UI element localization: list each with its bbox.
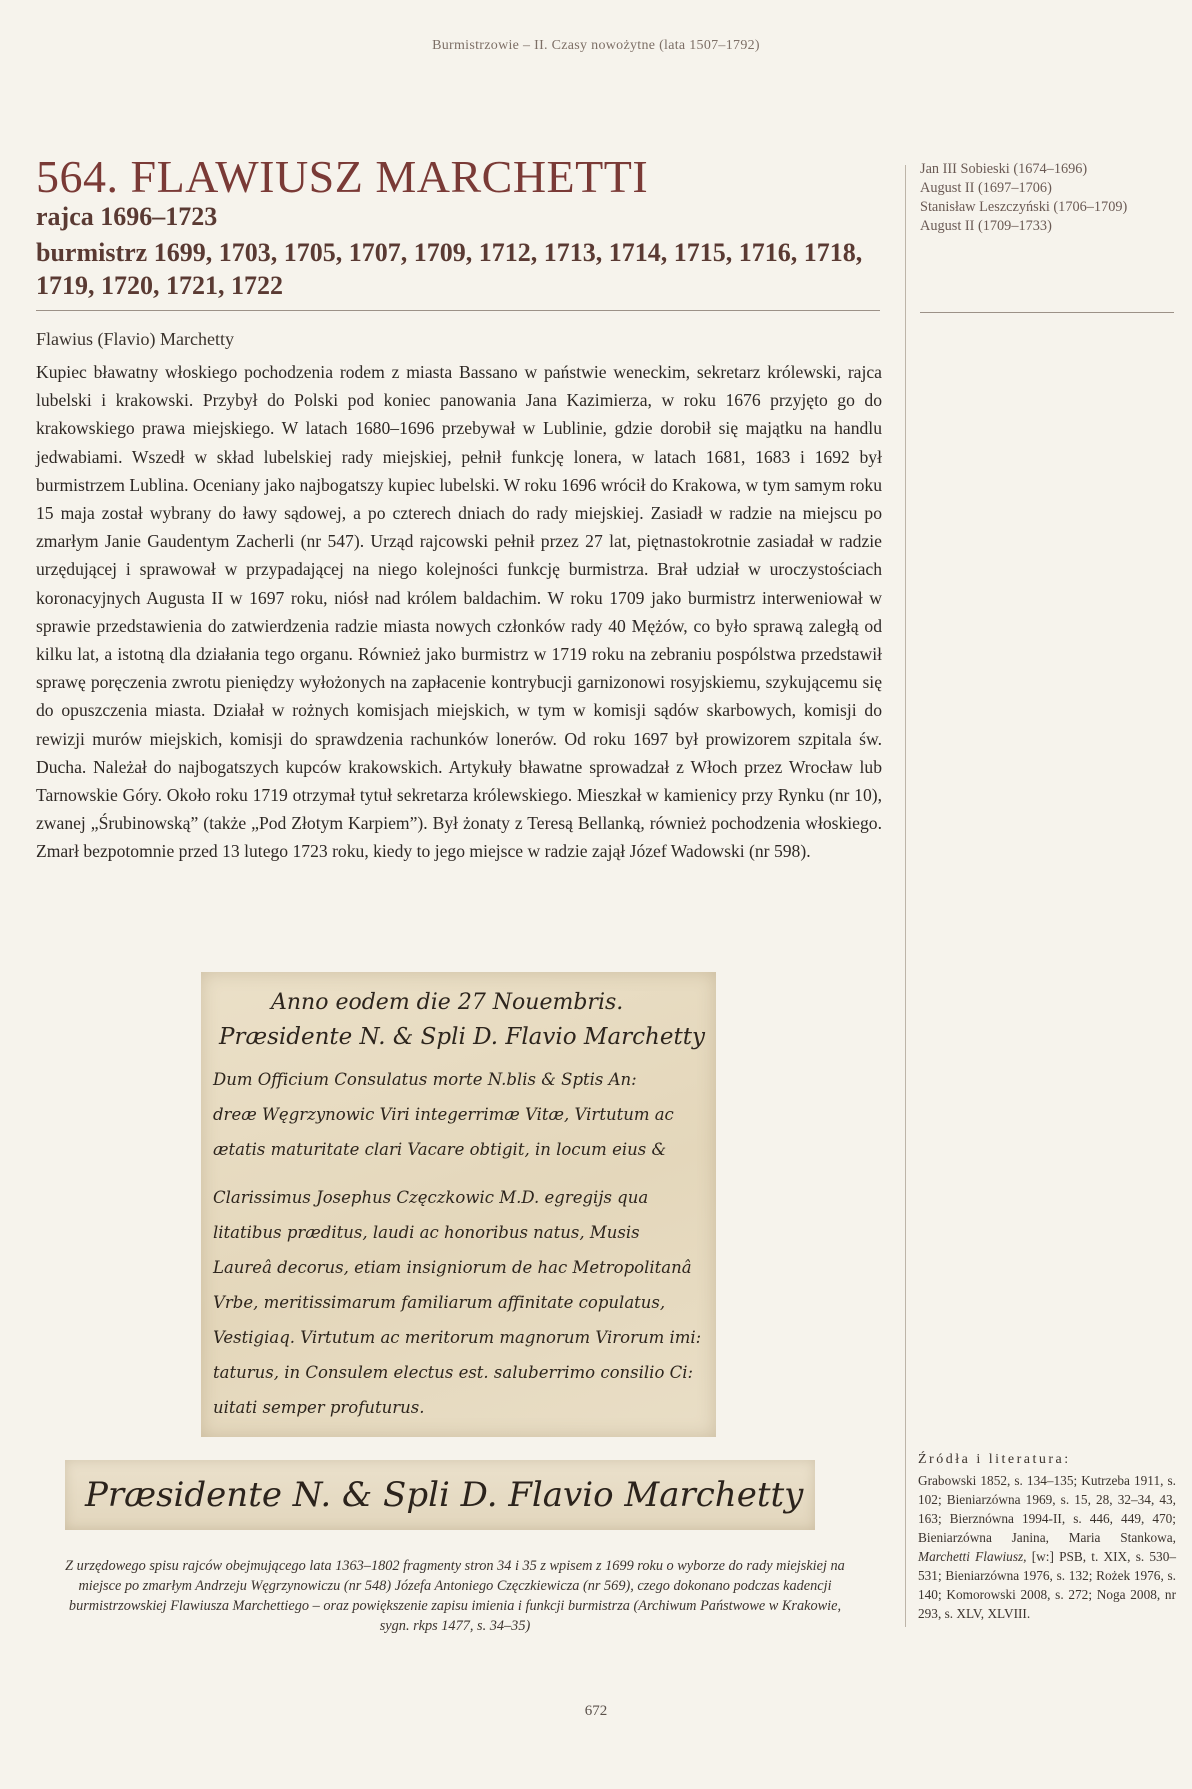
ruler-item: August II (1697–1706)	[920, 180, 1052, 196]
manuscript-presiding: Præsidente N. & Spli D. Flavio Marchetty	[219, 1024, 705, 1050]
entry-title: 564. FLAWIUSZ MARCHETTI	[36, 151, 649, 202]
ruler-item: August II (1709–1733)	[920, 218, 1052, 234]
sources-text-part: Grabowski 1852, s. 134–135; Kutrzeba 1911, s. 102; Bieniarzówna 1969, s. 15, 28, 32–34, 43, 163; Bierznówna 1994-II, s. 446, 449, 470; Bieniarzówna Janina, Maria Stankowa,	[918, 1473, 1176, 1545]
manuscript-line: litatibus præditus, laudi ac honoribus natus, Musis	[213, 1223, 640, 1242]
sources-title-italic: Marchetti Flawiusz,	[918, 1549, 1027, 1564]
manuscript-line: Vestigiaq. Virtutum ac meritorum magnorum Virorum imi:	[213, 1328, 702, 1347]
entry-role-rajca: rajca 1696–1723	[36, 202, 218, 231]
title-divider	[36, 310, 880, 311]
manuscript-facsimile	[201, 972, 716, 1437]
entry-alias: Flawius (Flavio) Marchetty	[36, 329, 234, 349]
sources-block	[918, 1450, 1176, 1623]
signature-enlargement: Præsidente N. & Spli D. Flavio Marchetty	[65, 1460, 815, 1530]
manuscript-line: Clarissimus Josephus Częczkowic M.D. egregijs qua	[213, 1188, 649, 1207]
manuscript-line: taturus, in Consulem electus est. saluberrimo consilio Ci:	[213, 1363, 694, 1382]
ruler-item: Jan III Sobieski (1674–1696)	[920, 161, 1088, 177]
sources-heading: Źródła i literatura:	[918, 1452, 1071, 1467]
manuscript-line: dreæ Węgrzynowic Viri integerrimæ Vitæ, Virtutum ac	[213, 1105, 674, 1124]
column-divider	[905, 165, 906, 1627]
manuscript-heading: Anno eodem die 27 Nouembris.	[271, 990, 624, 1015]
figure-caption: Z urzędowego spisu rajców obejmującego lata 1363–1802 fragmenty stron 34 i 35 z wpisem z 1699 roku o wyborze do rady miejskiej na miejsce po zmarłym Andrzeju Węgrzynowiczu (nr 548) Józefa Antoniego Częczkiewicza (nr 569), czego dokonano podczas kadencji burmistrzowskiej Flawiusza Marchettiego – oraz powiększenie zapisu imienia i funkcji burmistrza (Archiwum Państwowe w Krakowie, sygn. rkps 1477, s. 34–35)	[65, 1558, 845, 1634]
sources-text	[918, 1471, 1176, 1623]
manuscript-line: uitati semper profuturus.	[213, 1398, 425, 1417]
sources-text-part: [w:] PSB, t. XIX, s. 530–531; Bieniarzówna 1976, s. 132; Rożek 1976, s. 140; Komorowski 2008, s. 272; Noga 2008, nr 293, s. XLV, XLVIII.	[918, 1549, 1177, 1621]
entry-biography: Kupiec bławatny włoskiego pochodzenia rodem z miasta Bassano w państwie weneckim, sekretarz królewski, rajca lubelski i krakowski. Przybył do Polski pod koniec panowania Jana Kazimierza, w roku 1676 przyjęto go do krakowskiego prawa miejskiego. W latach 1680–1696 przebywał w Lublinie, gdzie dorobił się majątku na handlu jedwabiami. Wszedł w skład lubelskiej rady miejskiej, pełnił funkcję lonera, w latach 1681, 1683 i 1692 był burmistrzem Lublina. Oceniany jako najbogatszy kupiec lubelski. W roku 1696 wrócił do Krakowa, w tym samym roku 15 maja został wybrany do ławy sądowej, a po czterech dniach do rady miejskiej. Zasiadł w radzie na miejscu po zmarłym Janie Gaudentym Zacherli (nr 547). Urząd rajcowski pełnił przez 27 lat, piętnastokrotnie zasiadał w radzie urzędującej i sprawował w przypadającej na niego kolejności funkcję burmistrza. Brał udział w uroczystościach koronacyjnych Augusta II w 1697 roku, niósł nad królem baldachim. W roku 1709 jako burmistrz interweniował w sprawie przedstawienia do zatwierdzenia radzie miasta nowych członków rady 40 Mężów, co było sprawą zaległą od kilku lat, a istotną dla działania tego organu. Również jako burmistrz w 1719 roku na zebraniu pospólstwa przedstawił sprawę poręczenia zwrotu pieniędzy wyłożonych na zapłacenie kontrybucji garnizonowi rosyjskiemu, szykującemu się do opuszczenia miasta. Działał w rożnych komisjach miejskich, w tym w komisji sądów skarbowych, komisji do rewizji murów miejskich, komisji do sprawdzenia rachunków lonerów. Od roku 1697 był prowizorem szpitala św. Ducha. Należał do najbogatszych kupców krakowskich. Artykuły bławatne sprowadzał z Włoch przez Wrocław lub Tarnowskie Góry. Około roku 1719 otrzymał tytuł sekretarza królewskiego. Mieszkał w kamienicy przy Rynku (nr 10), zwanej „Śrubinowską” (także „Pod Złotym Karpiem”). Był żonaty z Teresą Bellanką, również pochodzenia włoskiego. Zmarł bezpotomnie przed 13 lutego 1723 roku, kiedy to jego miejsce w radzie zajął Józef Wadowski (nr 598).	[36, 362, 882, 862]
page-number: 672	[584, 1703, 608, 1719]
running-head: Burmistrzowie – II. Czasy nowożytne (lata 1507–1792)	[432, 38, 760, 53]
rulers-list	[920, 160, 1175, 236]
manuscript-line: Vrbe, meritissimarum familiarum affinitate copulatus,	[213, 1293, 666, 1312]
sidebar-divider	[920, 312, 1174, 313]
manuscript-line: Laureâ decorus, etiam insigniorum de hac Metropolitanâ	[213, 1258, 692, 1277]
manuscript-line: ætatis maturitate clari Vacare obtigit, in locum eius &	[213, 1140, 667, 1159]
entry-role-burmistrz: burmistrz 1699, 1703, 1705, 1707, 1709, 1712, 1713, 1714, 1715, 1716, 1718, 1719, 1720, 1721, 1722	[36, 238, 863, 300]
ruler-item: Stanisław Leszczyński (1706–1709)	[920, 199, 1128, 215]
manuscript-line: Dum Officium Consulatus morte N.blis & Sptis An:	[213, 1070, 637, 1089]
